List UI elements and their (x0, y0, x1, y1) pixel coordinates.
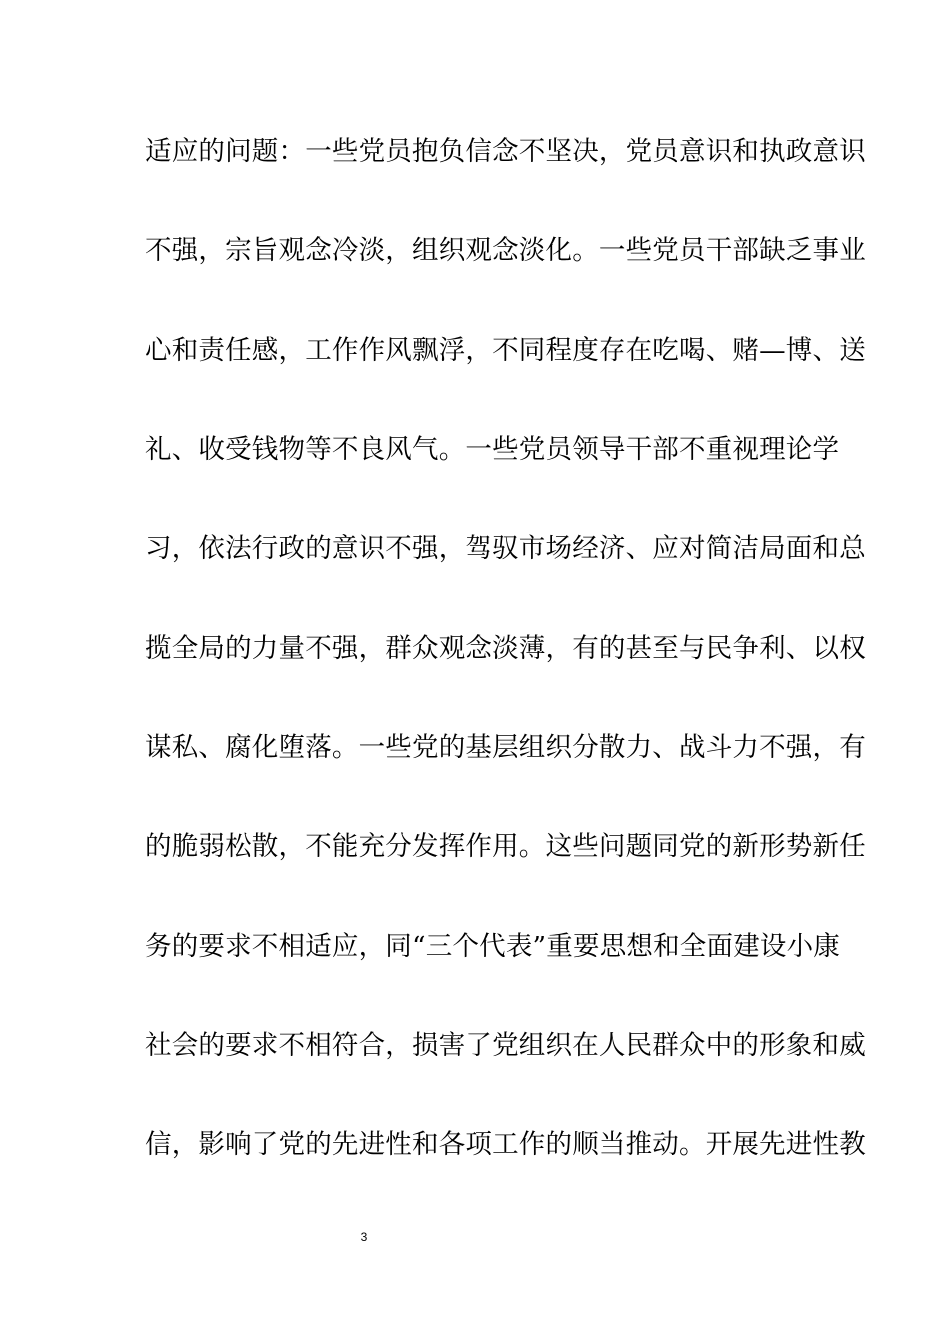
body-text-line: 社会的要求不相符合，损害了党组织在人民群众中的形象和威 (145, 1030, 866, 1061)
body-text-line: 的脆弱松散，不能充分发挥作用。这些问题同党的新形势新任 (145, 831, 866, 862)
body-text-line: 务的要求不相适应，同“三个代表”重要思想和全面建设小康 (145, 931, 840, 962)
body-text-line: 谋私、腐化堕落。一些党的基层组织分散力、战斗力不强，有 (145, 732, 866, 763)
body-text-line: 不强，宗旨观念冷淡，组织观念淡化。一些党员干部缺乏事业 (145, 235, 866, 266)
body-text-line: 适应的问题：一些党员抱负信念不坚决，党员意识和执政意识 (145, 136, 866, 167)
body-text-line: 揽全局的力量不强，群众观念淡薄，有的甚至与民争利、以权 (145, 633, 866, 664)
body-text-line: 习，依法行政的意识不强，驾驭市场经济、应对简洁局面和总 (145, 533, 866, 564)
body-text-line: 礼、收受钱物等不良风气。一些党员领导干部不重视理论学 (145, 434, 840, 465)
body-text-line: 信，影响了党的先进性和各项工作的顺当推动。开展先进性教 (145, 1129, 866, 1160)
body-text-line: 心和责任感，工作作风飘浮，不同程度存在吃喝、赌—博、送 (145, 335, 866, 366)
page-number: 3 (360, 1230, 368, 1244)
